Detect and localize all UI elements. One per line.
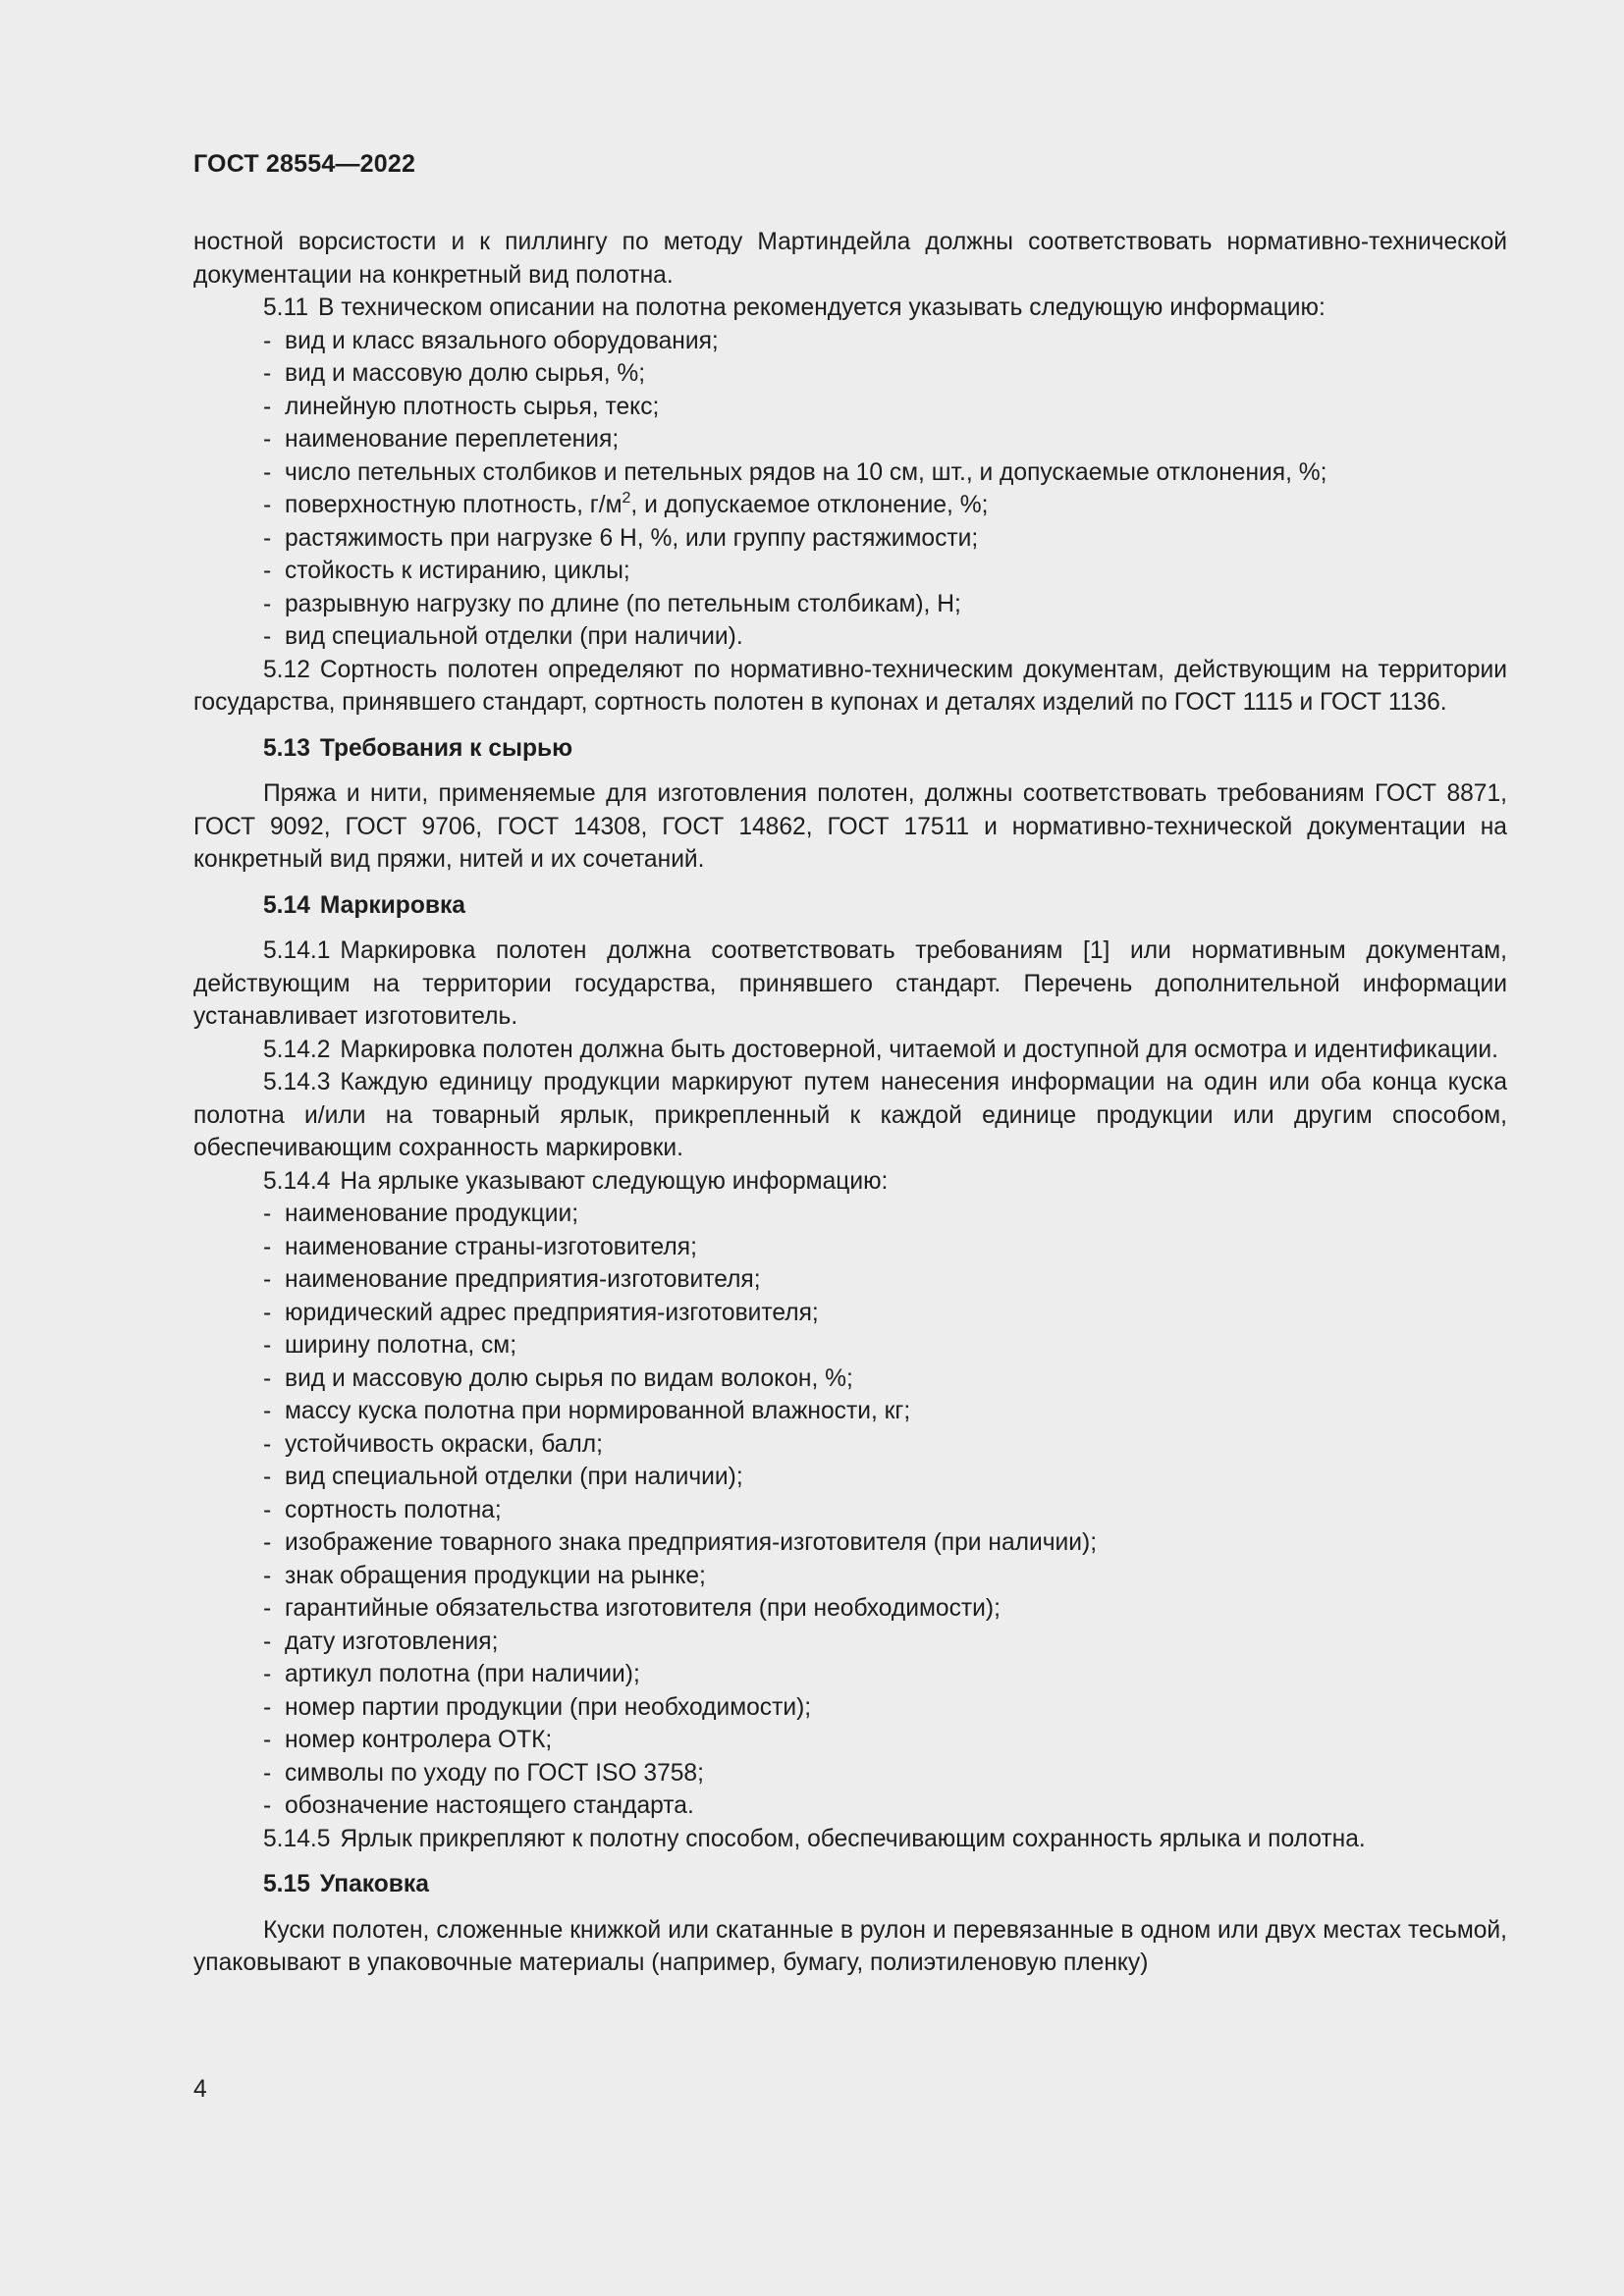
- paragraph-text: На ярлыке указывают следующую информацию:: [340, 1167, 889, 1195]
- dash-marker: -: [263, 623, 272, 650]
- dash-marker: -: [263, 360, 272, 387]
- dash-marker: -: [263, 1759, 272, 1787]
- list-item: - вид и массовую долю сырья, %;: [263, 357, 1507, 391]
- list-item: - вид специальной отделки (при наличии).: [263, 620, 1507, 654]
- section-title: Маркировка: [319, 891, 465, 919]
- dash-marker: -: [263, 1233, 272, 1260]
- list-item: - устойчивость окраски, балл;: [263, 1428, 1507, 1462]
- dash-marker: -: [263, 1364, 272, 1392]
- dash-marker: -: [263, 393, 272, 420]
- dash-marker: -: [263, 1628, 272, 1655]
- section-number: 5.13: [263, 734, 310, 762]
- paragraph-number: 5.14.2: [263, 1036, 331, 1063]
- list-item: - номер партии продукции (при необходимости);: [263, 1691, 1507, 1725]
- dash-marker: -: [263, 426, 272, 453]
- list-5-14-4: [193, 1198, 1507, 1823]
- paragraph-text: Каждую единицу продукции маркируют путем нанесения информации на один или оба конца куска полотна и/или на товарный ярлык, прикрепленный к каждой единице продукции или другим способом, обеспечивающим сохранность маркировки.: [193, 1069, 1507, 1161]
- list-item: - вид специальной отделки (при наличии);: [263, 1461, 1507, 1494]
- list-item: - обозначение настоящего стандарта.: [263, 1789, 1507, 1823]
- list-item: - наименование страны-изготовителя;: [263, 1231, 1507, 1264]
- paragraph-text: Сортность полотен определяют по нормативно-техническим документам, действующим на территории государства, принявшего стандарт, сортность полотен в купонах и деталях изделий по ГОСТ 1115 и ГОСТ 1136.: [193, 656, 1507, 716]
- dash-marker: -: [263, 524, 272, 552]
- paragraph-number: 5.14.4: [263, 1167, 331, 1195]
- dash-marker: -: [263, 492, 272, 518]
- paragraph-5-14-2: [193, 1034, 1507, 1067]
- list-item: - число петельных столбиков и петельных рядов на 10 см, шт., и допускаемые отклонения, %;: [263, 456, 1507, 490]
- dash-marker: -: [263, 1430, 272, 1458]
- paragraph-text: Маркировка полотен должна быть достоверной, читаемой и доступной для осмотра и идентификации.: [340, 1036, 1498, 1063]
- dash-marker: -: [263, 590, 272, 617]
- list-item: - гарантийные обязательства изготовителя (при необходимости);: [263, 1592, 1507, 1626]
- section-title: Упаковка: [319, 1871, 429, 1897]
- paragraph-5-14-3: [193, 1066, 1507, 1165]
- section-heading-5-13: [193, 732, 1507, 766]
- paragraph-number: 5.14.1: [263, 937, 331, 964]
- list-item: - наименование продукции;: [263, 1198, 1507, 1231]
- dash-marker: -: [263, 327, 272, 354]
- paragraph-5-14-5: [193, 1823, 1507, 1856]
- list-item: - массу куска полотна при нормированной влажности, кг;: [263, 1395, 1507, 1428]
- dash-marker: -: [263, 1562, 272, 1589]
- section-heading-5-14: [193, 889, 1507, 923]
- paragraph-number: 5.14.3: [263, 1069, 331, 1095]
- dash-marker: -: [263, 558, 272, 584]
- list-item: - линейную плотность сырья, текс;: [263, 391, 1507, 424]
- list-item: - сортность полотна;: [263, 1494, 1507, 1527]
- paragraph-number: 5.12: [263, 656, 310, 683]
- dash-marker: -: [263, 1792, 272, 1819]
- section-number: 5.14: [263, 891, 310, 919]
- dash-marker: -: [263, 1332, 272, 1359]
- continuation-paragraph: ностной ворсистости и к пиллингу по методу Мартиндейла должны соответствовать нормативно-технической документации на конкретный вид полотна.: [193, 229, 1507, 289]
- dash-marker: -: [263, 1595, 272, 1622]
- page-number: 4: [193, 2076, 207, 2103]
- list-item: - разрывную нагрузку по длине (по петельным столбикам), Н;: [263, 588, 1507, 621]
- list-item: - артикул полотна (при наличии);: [263, 1658, 1507, 1691]
- paragraph-5-11: [193, 292, 1507, 325]
- list-item: - символы по уходу по ГОСТ ISO 3758;: [263, 1757, 1507, 1790]
- paragraph-number: 5.11: [263, 294, 309, 321]
- list-item: - поверхностную плотность, $г/м^2$, и допускаемое отклонение, %;: [263, 489, 1507, 522]
- list-item: - юридический адрес предприятия-изготовителя;: [263, 1297, 1507, 1330]
- document-code: ГОСТ 28554—2022: [193, 150, 416, 178]
- list-item: - вид и класс вязального оборудования;: [263, 325, 1507, 358]
- section-heading-5-15: [193, 1868, 1507, 1901]
- dash-marker: -: [263, 1201, 272, 1227]
- dash-marker: -: [263, 1496, 272, 1523]
- list-item: - номер контролера ОТК;: [263, 1724, 1507, 1757]
- dash-marker: -: [263, 1398, 272, 1424]
- dash-marker: -: [263, 1661, 272, 1687]
- dash-marker: -: [263, 1299, 272, 1326]
- superscript: 2: [622, 490, 631, 507]
- document-body: [193, 226, 1507, 1980]
- list-item: - вид и массовую долю сырья по видам волокон, %;: [263, 1362, 1507, 1396]
- list-item: - наименование переплетения;: [263, 423, 1507, 456]
- dash-marker: -: [263, 1727, 272, 1753]
- paragraph-text: Ярлык прикрепляют к полотну способом, обеспечивающим сохранность ярлыка и полотна.: [340, 1825, 1366, 1852]
- paragraph-5-15: Куски полотен, сложенные книжкой или скатанные в рулон и перевязанные в одном или двух местах тесьмой, упаковывают в упаковочные материалы (например, бумагу, полиэтиленовую пленку): [193, 1916, 1507, 1976]
- list-5-11: [193, 325, 1507, 654]
- dash-marker: -: [263, 458, 272, 486]
- dash-marker: -: [263, 1266, 272, 1293]
- dash-marker: -: [263, 1529, 272, 1556]
- dash-marker: -: [263, 1464, 272, 1490]
- list-item: - стойкость к истиранию, циклы;: [263, 555, 1507, 588]
- paragraph-text: Маркировка полотен должна соответствовать требованиям [1] или нормативным документам, действующим на территории государства, принявшего стандарт. Перечень дополнительной информации устанавливает изготовитель.: [193, 937, 1507, 1030]
- paragraph-5-12: [193, 654, 1507, 720]
- dash-marker: -: [263, 1693, 272, 1721]
- paragraph-5-14-1: [193, 934, 1507, 1034]
- list-item: - знак обращения продукции на рынке;: [263, 1560, 1507, 1593]
- paragraph-5-13: Пряжа и нити, применяемые для изготовления полотен, должны соответствовать требованиям ГОСТ 8871, ГОСТ 9092, ГОСТ 9706, ГОСТ 14308, ГОСТ 14862, ГОСТ 17511 и нормативно-технической документации на конкретный вид пряжи, нитей и их сочетаний.: [193, 780, 1507, 873]
- paragraph-5-14-4: [193, 1165, 1507, 1199]
- list-item: - изображение товарного знака предприятия-изготовителя (при наличии);: [263, 1526, 1507, 1560]
- paragraph-number: 5.14.5: [263, 1825, 331, 1852]
- paragraph-text: В техническом описании на полотна рекомендуется указывать следующую информацию:: [318, 294, 1326, 321]
- list-item: - растяжимость при нагрузке 6 Н, %, или группу растяжимости;: [263, 522, 1507, 556]
- list-item: - дату изготовления;: [263, 1626, 1507, 1659]
- list-item: - наименование предприятия-изготовителя;: [263, 1263, 1507, 1297]
- section-number: 5.15: [263, 1871, 310, 1897]
- list-item: - ширину полотна, см;: [263, 1329, 1507, 1362]
- section-title: Требования к сырью: [319, 734, 573, 762]
